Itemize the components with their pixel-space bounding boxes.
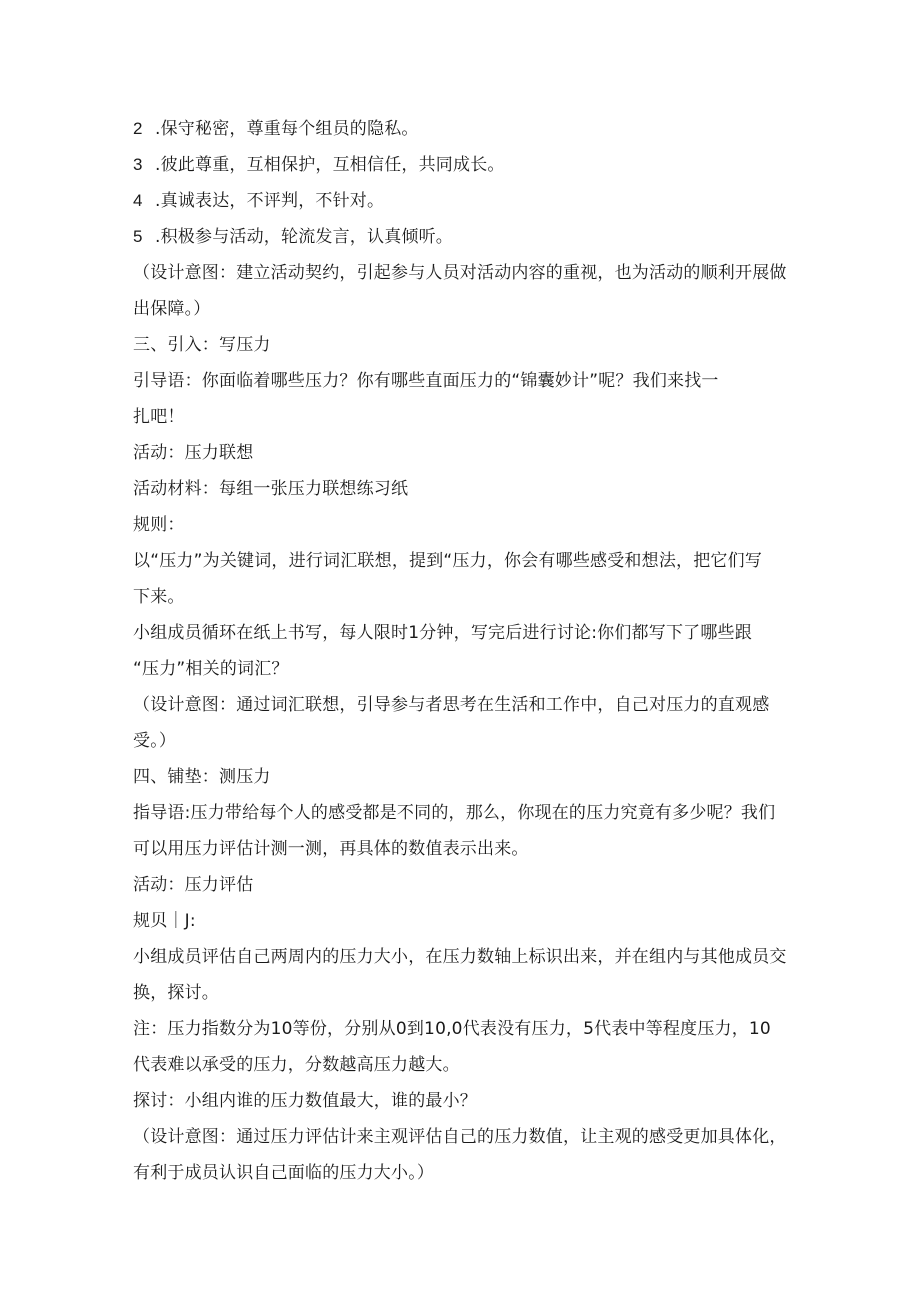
list-number: 5 [133, 227, 143, 246]
paragraph-line: 扎吧！ [133, 407, 185, 427]
design-intent-line: （设计意图：建立活动契约，引起参与人员对活动内容的重视，也为活动的顺利开展做 [133, 263, 787, 283]
note-line: 代表难以承受的压力，分数越高压力越大。 [133, 1055, 460, 1075]
paragraph-line: 下来。 [133, 587, 185, 607]
section-heading: 四、铺垫：测压力 [133, 767, 271, 787]
rule-text: .真诚表达，不评判，不针对。 [155, 191, 385, 211]
paragraph-line: 以“压力”为关键词，进行词汇联想，提到“压力，你会有哪些感受和想法，把它们写 [133, 551, 763, 571]
activity-label: 活动：压力联想 [133, 443, 254, 463]
list-number: 4 [133, 191, 143, 210]
rule-item-4 [133, 183, 793, 219]
rules-label: 规则： [133, 515, 185, 535]
rule-item-3 [133, 147, 793, 183]
paragraph-line: “压力”相关的词汇？ [133, 659, 289, 679]
paragraph-line: 指导语:压力带给每个人的感受都是不同的，那么，你现在的压力究竟有多少呢？我们 [133, 803, 776, 823]
design-intent-line: （设计意图：通过压力评估计来主观评估自己的压力数值，让主观的感受更加具体化， [133, 1127, 787, 1147]
design-intent-line: 有利于成员认识自己面临的压力大小。） [133, 1163, 435, 1183]
discussion-line: 探讨：小组内谁的压力数值最大，谁的最小？ [133, 1091, 477, 1111]
list-number: 3 [133, 155, 143, 174]
rule-item-2 [133, 111, 793, 147]
rules-label: 规贝｜J: [133, 911, 196, 931]
rule-item-5 [133, 219, 793, 255]
rule-text: .积极参与活动，轮流发言，认真倾听。 [155, 227, 454, 247]
design-intent-line: 出保障。） [133, 299, 211, 319]
paragraph-line: 小组成员评估自己两周内的压力大小，在压力数轴上标识出来，并在组内与其他成员交 [133, 947, 787, 967]
design-intent-line: （设计意图：通过词汇联想，引导参与者思考在生活和工作中，自己对压力的直观感 [133, 695, 770, 715]
rule-text: .保守秘密，尊重每个组员的隐私。 [155, 119, 419, 139]
rule-text: .彼此尊重，互相保护，互相信任，共同成长。 [155, 155, 505, 175]
document-page [133, 111, 793, 1191]
activity-label: 活动：压力评估 [133, 875, 254, 895]
section-heading: 三、引入：写压力 [133, 335, 271, 355]
paragraph-line: 换，探讨。 [133, 983, 219, 1003]
list-number: 2 [133, 119, 143, 138]
paragraph-line: 引导语：你面临着哪些压力？你有哪些直面压力的“锦囊妙计”呢？我们来找一 [133, 371, 719, 391]
note-line: 注：压力指数分为10等份，分别从0到10,0代表没有压力，5代表中等程度压力，10 [133, 1019, 771, 1039]
paragraph-line: 可以用压力评估计测一测，再具体的数值表示出来。 [133, 839, 529, 859]
materials-label: 活动材料：每组一张压力联想练习纸 [133, 479, 409, 499]
paragraph-line: 小组成员循环在纸上书写，每人限时1分钟，写完后进行讨论:你们都写下了哪些跟 [133, 623, 752, 643]
design-intent-line: 受。） [133, 731, 177, 751]
